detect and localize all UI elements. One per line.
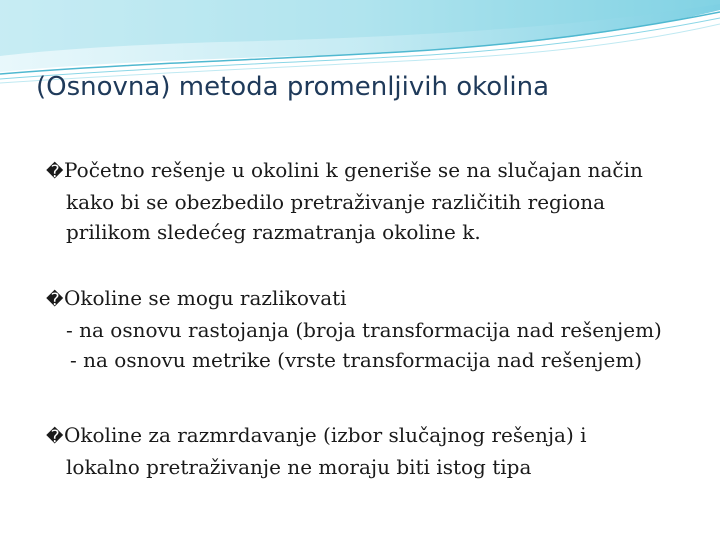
bullet-marker-icon: � (46, 427, 64, 447)
bullet-text: Okoline za razmrdavanje (izbor slučajnog rešenja) i (64, 423, 587, 447)
bullet-neighborhoods-differ (46, 283, 686, 375)
bullet-line: kako bi se obezbedilo pretraživanje različitih regiona (66, 190, 606, 214)
bullet-marker-icon: � (46, 290, 64, 310)
bullet-line (46, 420, 686, 452)
bullet-line: lokalno pretraživanje ne moraju biti istog tipa (66, 455, 532, 479)
bullet-subline: - na osnovu rastojanja (broja transformacija nad rešenjem) (66, 318, 662, 342)
bullet-initial-solution (46, 155, 686, 247)
bullet-text: Početno rešenje u okolini k generiše se na slučajan način (64, 158, 643, 182)
slide-title: (Osnovna) metoda promenljivih okolina (36, 72, 550, 102)
bullet-shaking-neighborhoods (46, 420, 686, 482)
bullet-text: Okoline se mogu razlikovati (64, 286, 347, 310)
bullet-line: prilikom sledećeg razmatranja okoline k. (66, 220, 481, 244)
bullet-line (46, 155, 686, 187)
bullet-marker-icon: � (46, 162, 64, 182)
bullet-subline: - na osnovu metrike (vrste transformacija nad rešenjem) (70, 348, 643, 372)
bullet-line (46, 283, 686, 315)
